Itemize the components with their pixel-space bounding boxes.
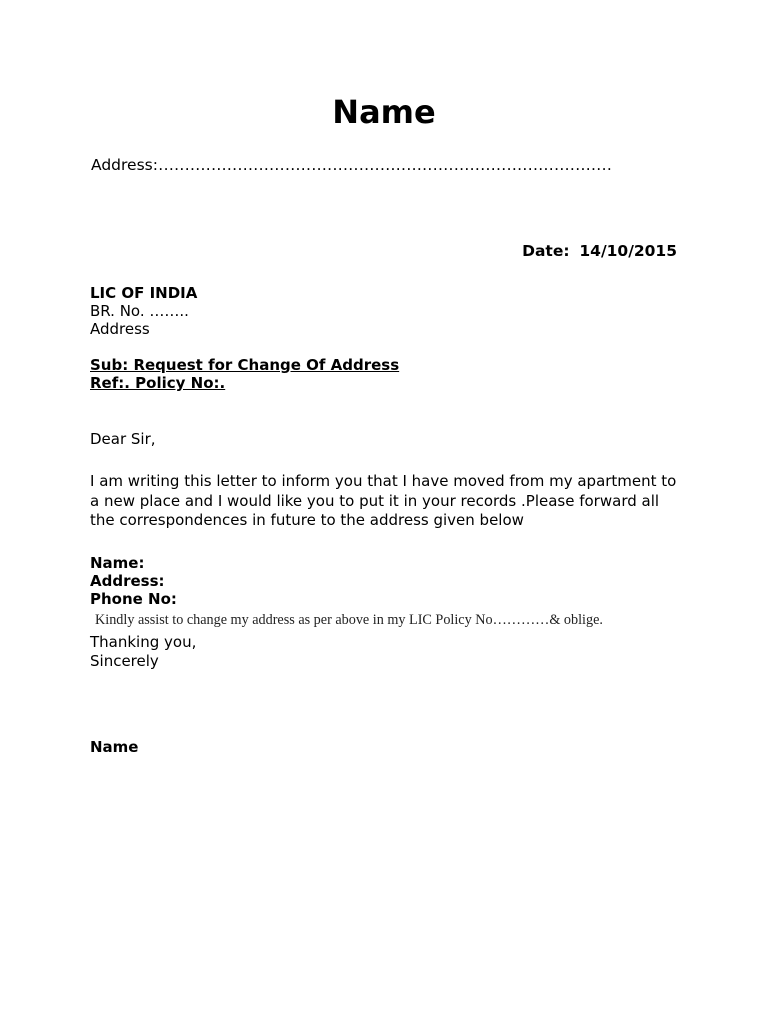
salutation: Dear Sir, xyxy=(90,430,156,448)
subject-line: Sub: Request for Change Of Address xyxy=(90,356,400,374)
sender-address-dots: :...................................................................................... xyxy=(152,156,613,174)
date-value: 14/10/2015 xyxy=(579,242,677,260)
closing-thanks: Thanking you, xyxy=(90,633,197,651)
detail-phone-label: Phone No: xyxy=(90,590,177,608)
reference-line: Ref:. Policy No:. xyxy=(90,374,226,392)
date-label: Date: xyxy=(522,242,570,260)
letter-date xyxy=(522,241,677,261)
sender-address-label: Address xyxy=(91,156,153,174)
request-line: Kindly assist to change my address as per above in my LIC Policy No…………& oblige. xyxy=(95,612,603,628)
signature-name: Name xyxy=(90,738,139,756)
closing-sign-off: Sincerely xyxy=(90,652,159,670)
recipient-branch: BR. No. …….. xyxy=(90,302,189,320)
body-paragraph: I am writing this letter to inform you that I have moved from my apartment to a new place and I would like you to put it in your records .Please forward all the correspondences in future to the address given below xyxy=(90,472,677,529)
sender-address-line xyxy=(91,155,612,175)
detail-address-label: Address: xyxy=(90,572,165,590)
recipient-org: LIC OF INDIA xyxy=(90,284,198,302)
recipient-address: Address xyxy=(90,320,150,338)
detail-name-label: Name: xyxy=(90,554,145,572)
sender-name-heading: Name xyxy=(332,93,436,131)
